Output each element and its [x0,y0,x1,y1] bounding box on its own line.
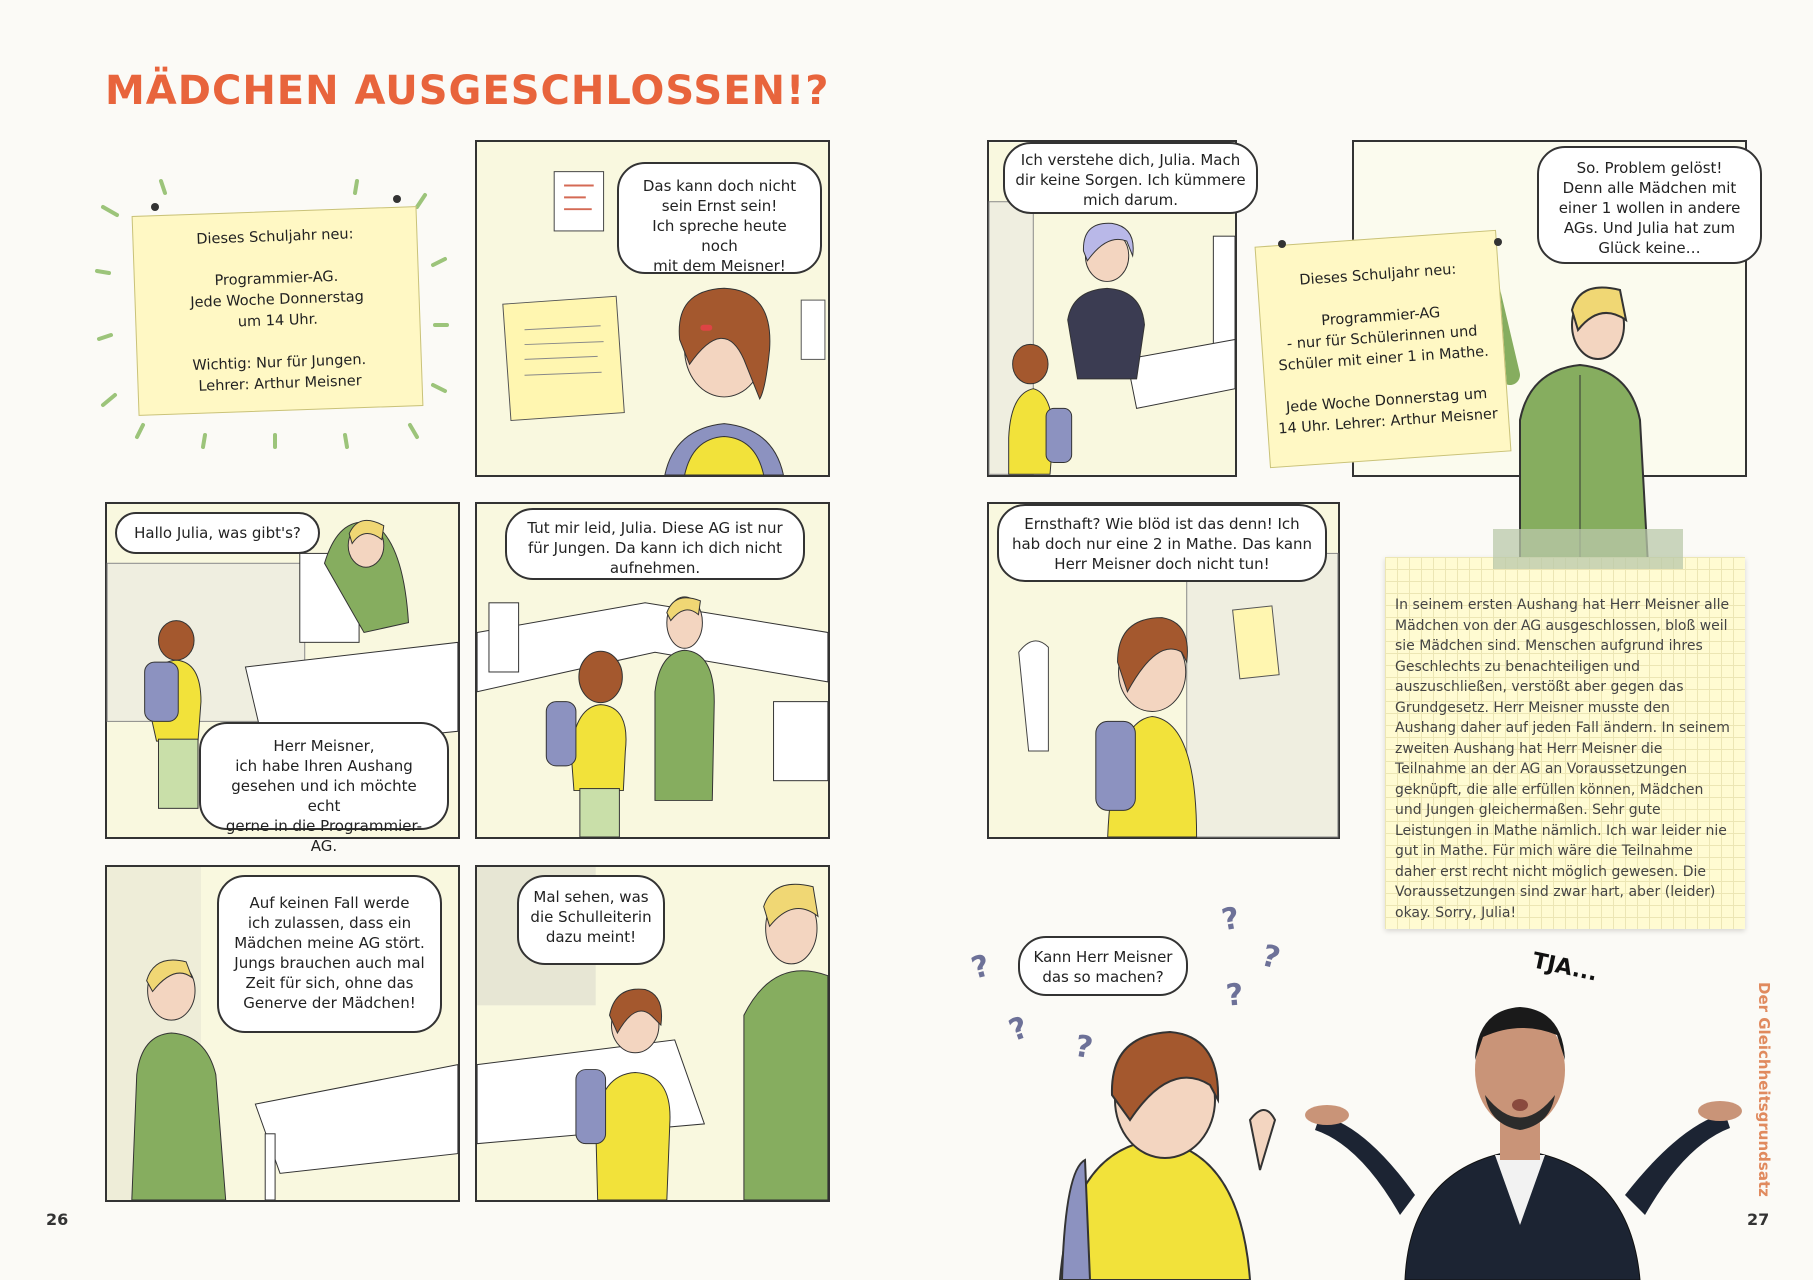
shrugging-man-photo [1305,965,1740,1280]
speech-bubble: Tut mir leid, Julia. Diese AG ist nur für Jungen. Da kann ich dich nicht aufnehmen. [505,508,805,580]
comic-panel-2 [475,140,830,477]
question-mark: ? [1257,938,1284,977]
comic-panel-3 [105,502,460,855]
comic-panel-6 [475,865,830,1202]
question-mark: ? [1219,900,1243,939]
speech-bubble: Das kann doch nicht sein Ernst sein! Ich spreche heute noch mit dem Meisner! [617,162,822,274]
question-mark: ? [967,948,994,987]
comic-panel-5 [105,865,460,1202]
speech-bubble: Ernsthaft? Wie blöd ist das denn! Ich hab doch nur eine 2 in Mathe. Das kann Herr Meisner doch nicht tun! [997,504,1327,582]
comic-panel-1 [105,185,445,445]
question-mark: ? [1072,1028,1096,1067]
speech-bubble: Mal sehen, was die Schulleiterin dazu meint! [517,875,665,965]
question-mark: ? [1224,977,1245,1014]
page-title: MÄDCHEN AUSGESCHLOSSEN!? [105,68,830,114]
speech-bubble: So. Problem gelöst! Denn alle Mädchen mit einer 1 wollen in andere AGs. Und Julia hat zum Glück keine… [1537,146,1762,264]
question-mark: ? [1004,1010,1033,1049]
chapter-side-label: Der Gleichheitsgrundsatz [1755,982,1773,1197]
explanation-box [1385,557,1745,929]
tja-exclamation: TJA... [1530,948,1600,987]
page-number-right: 27 [1747,1210,1770,1229]
pin-icon [1270,236,1510,256]
speech-bubble: Hallo Julia, was gibt's? [115,512,320,554]
page-number-left: 26 [46,1210,69,1229]
speech-bubble: Herr Meisner, ich habe Ihren Aushang gesehen und ich möchte echt gerne in die Programmier-AG. [199,722,449,830]
explanation-text: In seinem ersten Aushang hat Herr Meisner alle Mädchen von der AG ausgeschlossen, bloß weil sie Mädchen sind. Menschen aufgrund ihres Geschlechts zu benachteiligen und auszuschließen, verstößt aber gegen das Grundgesetz. Herr Meisner musste den Aushang daher auf jeden Fall ändern. In seinem zweiten Aushang hat Herr Meisner die Teilnahme an der AG an Voraussetzungen geknüpft, die alle erfüllen können, Mädchen und Jungen gleichermaßen. Sehr gute Leistungen in Mathe nämlich. Ich war leider nie gut in Mathe. Für mich wäre die Teilnahme daher erst recht nicht möglich gewesen. Die Voraussetzungen sind zwar hart, aber (leider) okay. Sorry, Julia! [1395,597,1730,921]
speech-bubble: Ich verstehe dich, Julia. Mach dir keine Sorgen. Ich kümmere mich darum. [1003,142,1258,214]
notice-first: Dieses Schuljahr neu: Programmier-AG. Jede Woche Donnerstag um 14 Uhr. Wichtig: Nur für Jungen. Lehrer: Arthur Meisner [132,206,424,416]
comic-panel-7 [987,140,1246,477]
notice-second: Dieses Schuljahr neu: Programmier-AG - nur für Schülerinnen und Schüler mit einer 1 in Mathe. Jede Woche Donnerstag um 14 Uhr. Lehrer: Arthur Meisner [1255,230,1512,468]
comic-panel-4 [475,502,830,839]
speech-bubble: Auf keinen Fall werde ich zulassen, dass ein Mädchen meine AG stört. Jungs brauchen auch mal Zeit für sich, ohne das Generve der Mädchen! [217,875,442,1033]
comic-panel-9 [987,502,1340,839]
tape-strip [1493,529,1683,569]
speech-bubble: Kann Herr Meisner das so machen? [1018,936,1188,996]
teacher-standing-illustration [1480,280,1680,565]
